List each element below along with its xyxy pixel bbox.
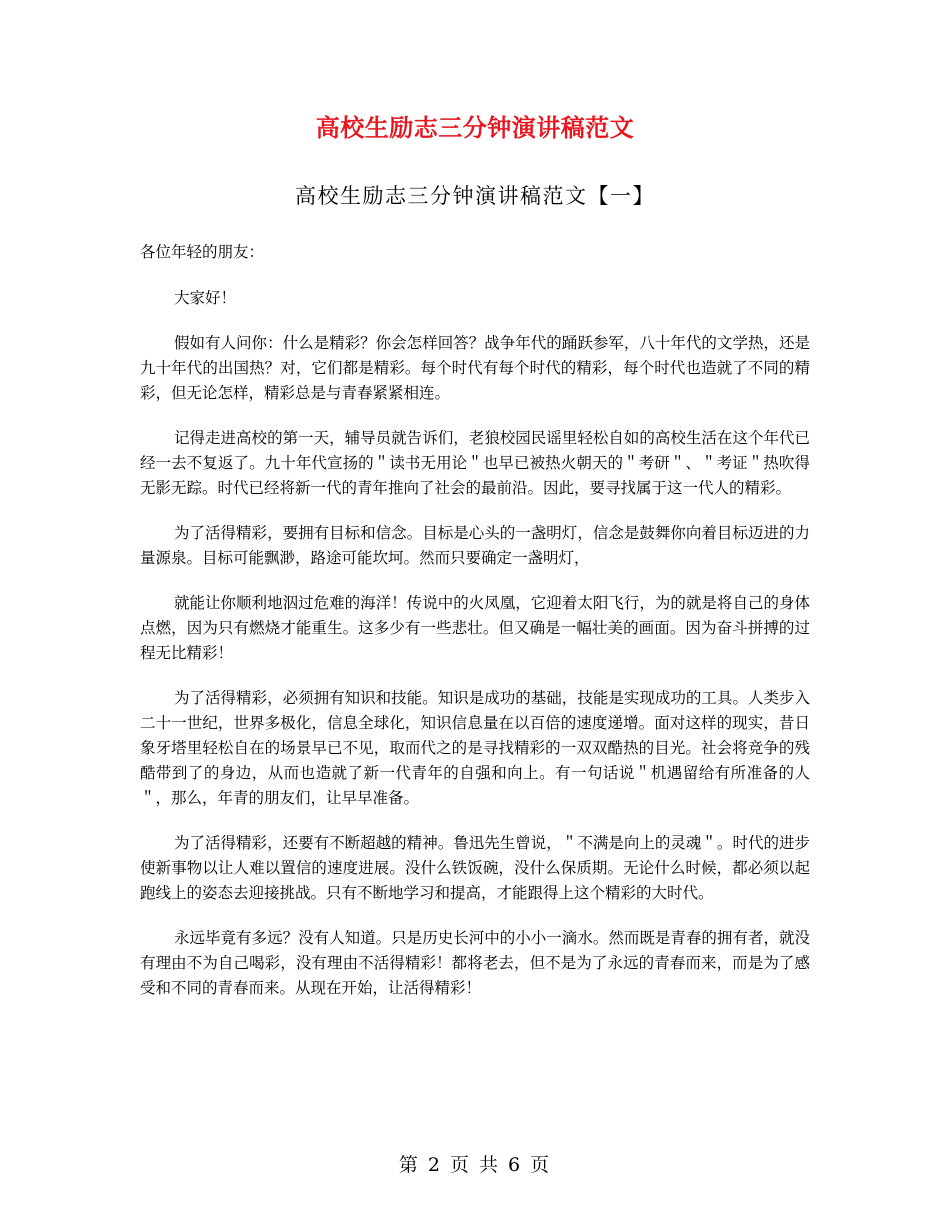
paragraph: 为了活得精彩，还要有不断超越的精神。鲁迅先生曾说，＂不满是向上的灵魂＂。时代的进步使新事物以让人难以置信的速度进展。没什么铁饭碗，没什么保质期。无论什么时候，都必须以起跑线上的姿态去迎接挑战。只有不断地学习和提高，才能跟得上这个精彩的大时代。	[140, 834, 810, 902]
section-title: 高校生励志三分钟演讲稿范文【一】	[295, 184, 655, 208]
greeting-line: 各位年轻的朋友：	[140, 243, 265, 261]
paragraph: 就能让你顺利地泅过危难的海洋！传说中的火凤凰，它迎着太阳飞行，为的就是将自己的身体点燃，因为只有燃烧才能重生。这多少有一些悲壮。但又确是一幅壮美的画面。因为奋斗拼搏的过程无比精彩！	[140, 594, 810, 662]
paragraph: 假如有人问你：什么是精彩？你会怎样回答？战争年代的踊跃参军，八十年代的文学热，还是九十年代的出国热？对，它们都是精彩。每个时代有每个时代的精彩，每个时代也造就了不同的精彩，但无论怎样，精彩总是与青春紧紧相连。	[140, 334, 810, 402]
paragraph: 大家好！	[174, 289, 237, 307]
document-body	[140, 240, 810, 1021]
page-number-footer: 第 2 页 共 6 页	[398, 1154, 552, 1176]
document-title: 高校生励志三分钟演讲稿范文	[315, 113, 635, 142]
paragraph: 为了活得精彩，要拥有目标和信念。目标是心头的一盏明灯，信念是鼓舞你向着目标迈进的力量源泉。目标可能飘渺，路途可能坎坷。然而只要确定一盏明灯，	[140, 524, 810, 567]
paragraph: 永远毕竟有多远？没有人知道。只是历史长河中的小小一滴水。然而既是青春的拥有者，就没有理由不为自己喝彩，没有理由不活得精彩！都将老去，但不是为了永远的青春而来，而是为了感受和不同的青春而来。从现在开始，让活得精彩！	[140, 929, 810, 997]
paragraph: 为了活得精彩，必须拥有知识和技能。知识是成功的基础，技能是实现成功的工具。人类步入二十一世纪，世界多极化，信息全球化，知识信息量在以百倍的速度递增。面对这样的现实，昔日象牙塔里轻松自在的场景早已不见，取而代之的是寻找精彩的一双双酷热的目光。社会将竞争的残酷带到了的身边，从而也造就了新一代青年的自强和向上。有一句话说＂机遇留给有所准备的人＂，那么，年青的朋友们，让早早准备。	[140, 689, 810, 807]
paragraph: 记得走进高校的第一天，辅导员就告诉们，老狼校园民谣里轻松自如的高校生活在这个年代已经一去不复返了。九十年代宣扬的＂读书无用论＂也早已被热火朝天的＂考研＂、＂考证＂热吹得无影无踪。时代已经将新一代的青年推向了社会的最前沿。因此，要寻找属于这一代人的精彩。	[140, 429, 810, 497]
